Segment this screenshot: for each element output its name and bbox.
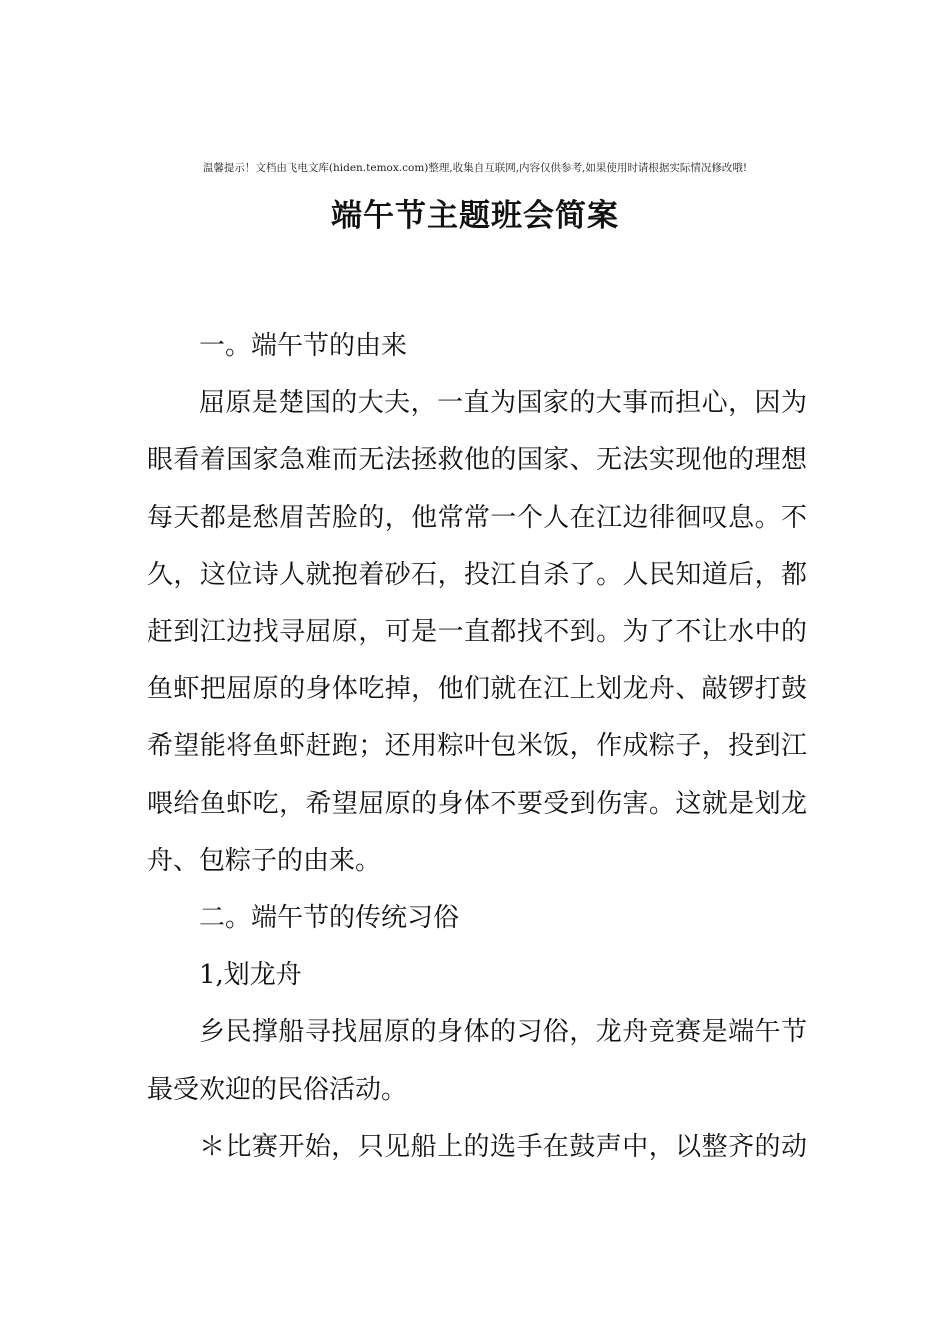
section-heading-origin: 一。端午节的由来 (199, 331, 408, 361)
paragraph-origin-story: 屈原是楚国的大夫，一直为国家的大事而担心，因为眼看着国家急难而无法拯救他的国家、无法实现他的理想每天都是愁眉苦脸的，他常常一个人在江边徘徊叹息。不久，这位诗人就抱着砂石，投江自杀了。人民知道后，都赶到江边找寻屈原，可是一直都找不到。为了不让水中的鱼虾把屈原的身体吃掉，他们就在江上划龙舟、敲锣打鼓希望能将鱼虾赶跑；还用粽叶包米饭，作成粽子，投到江喂给鱼虾吃，希望屈原的身体不要受到伤害。这就是划龙舟、包粽子的由来。 (147, 388, 807, 876)
document-title: 端午节主题班会简案 (331, 198, 619, 234)
subheading-dragon-boat: 1,划龙舟 (199, 960, 302, 991)
paragraph-race-start: ＊比赛开始，只见船上的选手在鼓声中，以整齐的动 (199, 1131, 807, 1162)
document-body (147, 318, 807, 1176)
section-heading-customs: 二。端午节的传统习俗 (199, 903, 460, 934)
disclaimer-notice: 温馨提示！文档由飞电文库(hiden.temox.com)整理,收集自互联网,内容仅供参考,如果使用时请根据实际情况修改哦! (202, 162, 748, 174)
paragraph-dragon-boat: 乡民撑船寻找屈原的身体的习俗，龙舟竞赛是端午节最受欢迎的民俗活动。 (147, 1017, 807, 1105)
